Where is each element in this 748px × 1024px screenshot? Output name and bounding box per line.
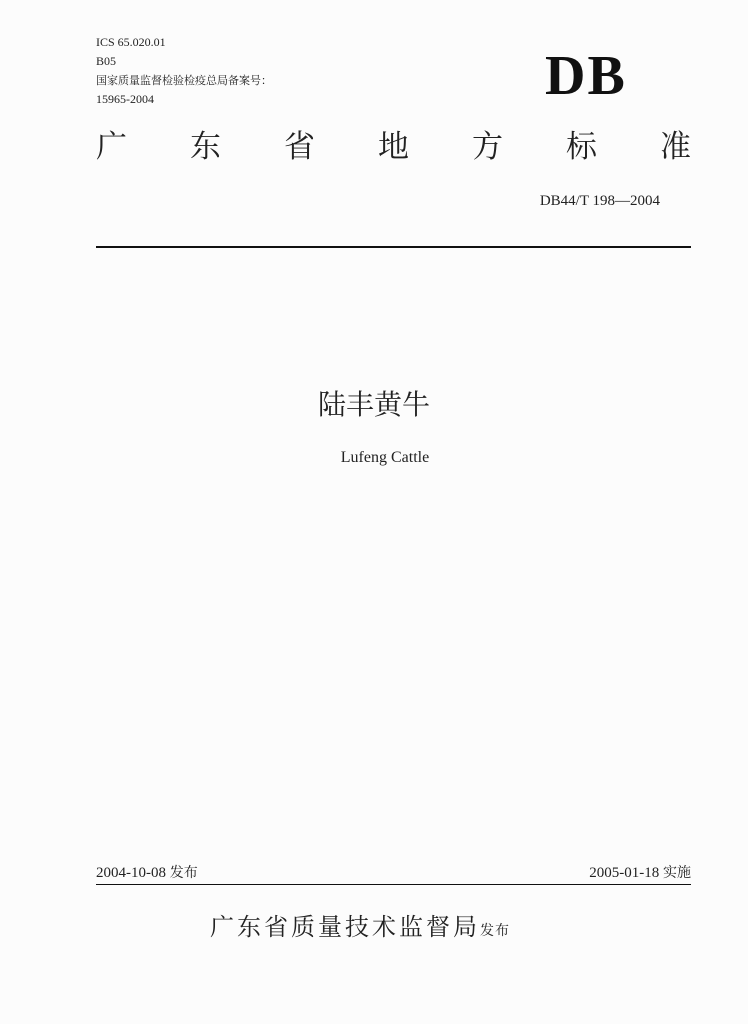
title-char: 省 (284, 129, 315, 165)
document-metadata (96, 33, 272, 109)
title-char: 东 (190, 129, 221, 165)
db-logo: DB (545, 45, 627, 107)
publisher (210, 907, 510, 942)
title-char: 地 (378, 129, 409, 165)
ics-code: ICS 65.020.01 (96, 35, 166, 49)
standard-type-title (96, 127, 691, 167)
issue-date (96, 862, 198, 882)
classification-code: B05 (96, 54, 117, 68)
title-char: 标 (566, 129, 597, 165)
footer-divider (96, 884, 691, 885)
title-char: 准 (660, 129, 691, 165)
implementation-date (589, 862, 691, 882)
title-char: 广 (96, 129, 127, 165)
document-title: 陆丰黄牛 (317, 388, 430, 421)
title-char: 方 (472, 129, 503, 165)
issue-label: 发布 (169, 865, 198, 881)
document-subtitle: Lufeng Cattle (340, 449, 430, 466)
implement-label: 实施 (663, 865, 691, 881)
publisher-name: 广东省质量技术监督局 (210, 913, 480, 941)
publisher-suffix: 发布 (480, 923, 510, 939)
issue-date-value: 2004-10-08 (96, 865, 166, 881)
record-number: 15965-2004 (96, 92, 154, 106)
record-label: 国家质量监督检验检疫总局备案号： (96, 74, 272, 87)
implement-date-value: 2005-01-18 (589, 865, 660, 881)
standard-number: DB44/T 198—2004 (539, 193, 660, 209)
header-divider (96, 246, 691, 248)
